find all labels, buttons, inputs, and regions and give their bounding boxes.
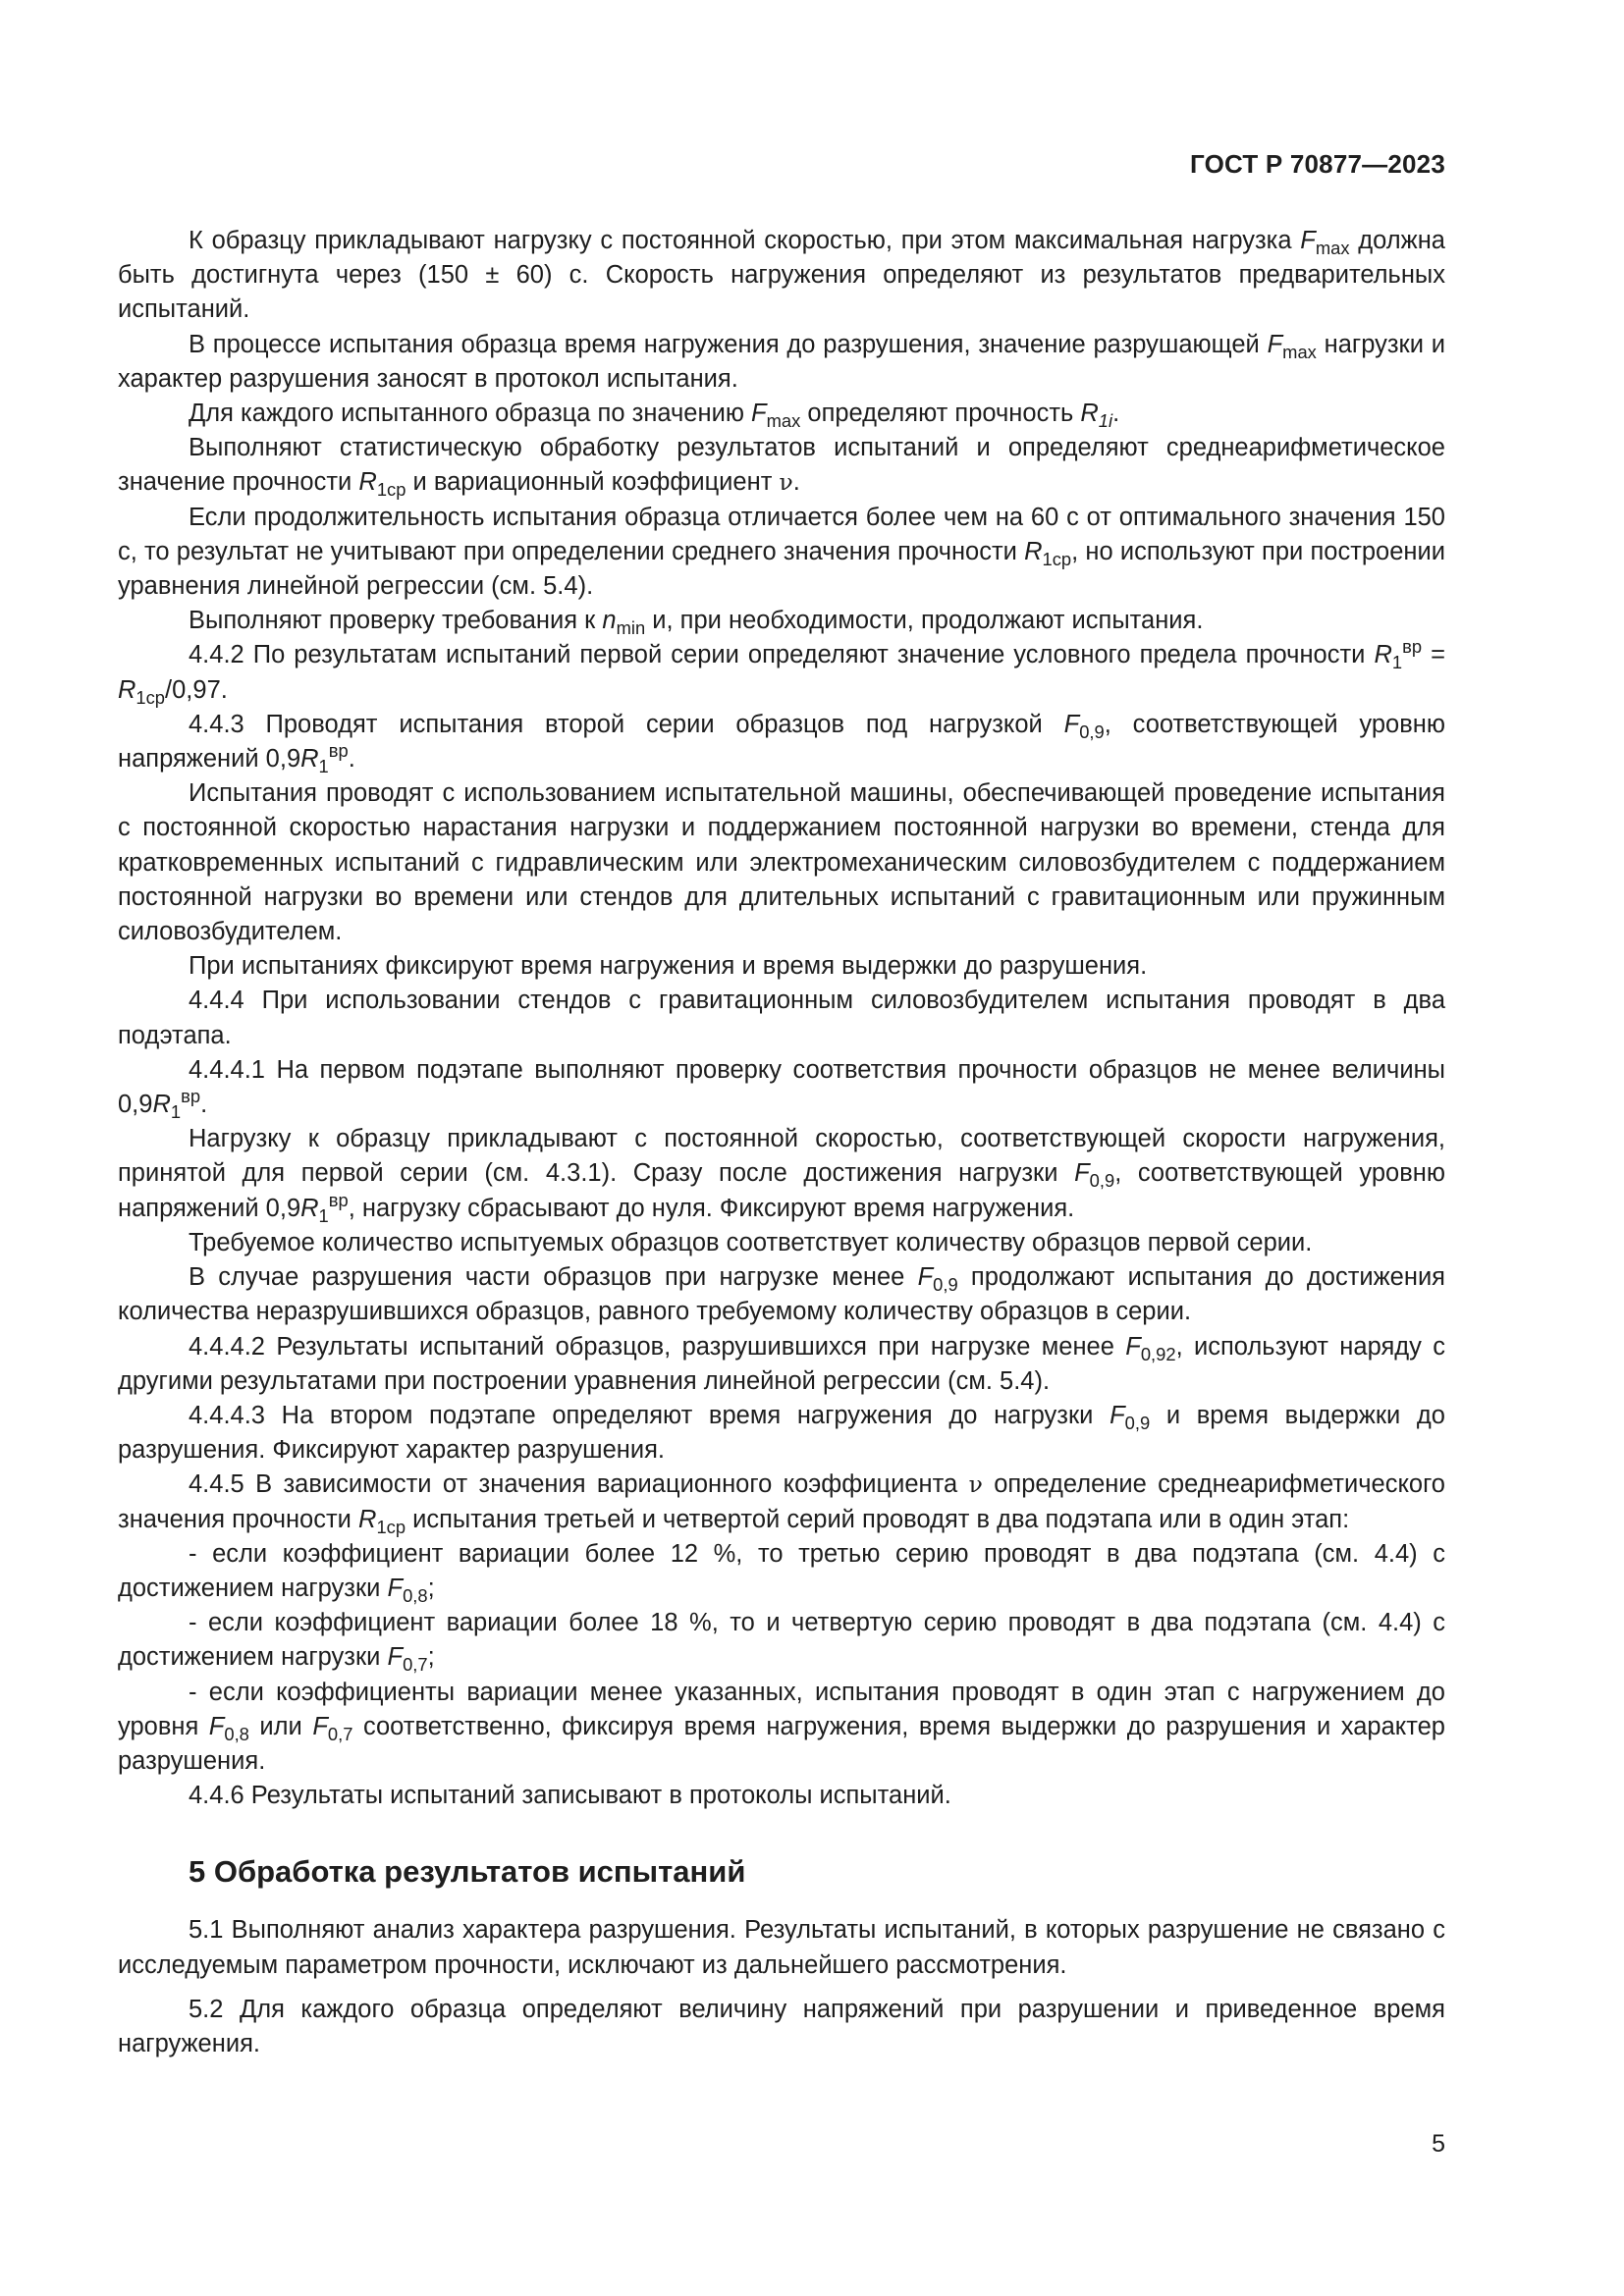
list-item: - если коэффициент вариации более 12 %, то третью серию проводят в два подэтапа (см. 4.4) с достижением нагрузки $F_{0,8}$;: [118, 1539, 1445, 1606]
paragraph: Требуемое количество испытуемых образцов соответствует количеству образцов первой серии.: [189, 1228, 1313, 1256]
clause-4-4-4-3: 4.4.4.3 На втором подэтапе определяют время нагружения до нагрузки $F_{0,9}$ и время выдержки до разрушения. Фиксируют характер разрушения.: [118, 1401, 1445, 1465]
clause-4-4-4: 4.4.4 При использовании стендов с гравитационным силовозбудителем испытания проводят в два подэтапа.: [118, 987, 1445, 1049]
clause-4-4-3: 4.4.3 Проводят испытания второй серии образцов под нагрузкой $F_{0,9}$, соответствующей уровню напряжений $0,9R_1^{вр}$.: [118, 710, 1445, 776]
paragraph: Если продолжительность испытания образца отличается более чем на 60 с от оптимального значения 150 с, то результат не учитывают при определении среднего значения прочности $R_{1ср}$, но используют при построении уравнения линейной регрессии (см. 5.4).: [118, 503, 1445, 601]
paragraph: Выполняют статистическую обработку результатов испытаний и определяют среднеарифметическое значение прочности $R_{1ср}$ и вариационный коэффициент ν.: [118, 434, 1445, 501]
paragraph: К образцу прикладывают нагрузку с постоянной скоростью, при этом максимальная нагрузка $F_{max}$ должна быть достигнута через (150 ± 60) с. Скорость нагружения определяют из результатов предварительных испытаний.: [118, 227, 1445, 324]
clause-4-4-4-2: 4.4.4.2 Результаты испытаний образцов, разрушившихся при нагрузке менее $F_{0,92}$, используют наряду с другими результатами при построении уравнения линейной регрессии (см. 5.4).: [118, 1332, 1445, 1395]
clause-4-4-2: 4.4.2 По результатам испытаний первой серии определяют значение условного предела прочности $R_1^{вр} = R_{1ср}/0,97$.: [118, 636, 1445, 708]
paragraph: В процессе испытания образца время нагружения до разрушения, значение разрушающей $F_{max}$ нагрузки и характер разрушения заносят в протокол испытания.: [118, 330, 1445, 393]
paragraph: Испытания проводят с использованием испытательной машины, обеспечивающей проведение испытания с постоянной скоростью нарастания нагрузки и поддержанием постоянной нагрузки во времени, стенда для кратковременных испытаний с гидравлическим или электромеханическим силовозбудителем с поддержанием постоянной нагрузки во времени или стендов для длительных испытаний с гравитационным или пружинным силовозбудителем.: [118, 779, 1445, 946]
clause-5-2: 5.2 Для каждого образца определяют величину напряжений при разрушении и приведенное время нагружения.: [118, 1995, 1445, 2057]
paragraph: При испытаниях фиксируют время нагружения и время выдержки до разрушения.: [189, 952, 1148, 981]
list-item: - если коэффициенты вариации менее указанных, испытания проводят в один этап с нагружением до уровня $F_{0,8}$ или $F_{0,7}$ соответственно, фиксируя время нагружения, время выдержки до разрушения и характер разрушения.: [118, 1678, 1445, 1775]
clause-4-4-6: 4.4.6 Результаты испытаний записывают в протоколы испытаний.: [189, 1782, 951, 1810]
document-code: ГОСТ Р 70877—2023: [1190, 149, 1445, 179]
paragraph: Выполняют проверку требования к $n_{min}$ и, при необходимости, продолжают испытания.: [189, 607, 1204, 639]
clause-5-1: 5.1 Выполняют анализ характера разрушения. Результаты испытаний, в которых разрушение не связано с исследуемым параметром прочности, исключают из дальнейшего рассмотрения.: [118, 1916, 1445, 1979]
clause-4-4-4-1: 4.4.4.1 На первом подэтапе выполняют проверку соответствия прочности образцов не менее величины $0,9R_1^{вр}$.: [118, 1055, 1445, 1122]
section-heading: 5 Обработка результатов испытаний: [189, 1854, 746, 1890]
paragraph: В случае разрушения части образцов при нагрузке менее $F_{0,9}$ продолжают испытания до достижения количества неразрушившихся образцов, равного требуемому количеству образцов в серии.: [118, 1263, 1445, 1326]
list-item: - если коэффициент вариации более 18 %, то и четвертую серию проводят в два подэтапа (см. 4.4) с достижением нагрузки $F_{0,7}$;: [118, 1609, 1445, 1676]
page-content: [118, 224, 1445, 2061]
paragraph: Нагрузку к образцу прикладывают с постоянной скоростью, соответствующей скорости нагружения, принятой для первой серии (см. 4.3.1). Сразу после достижения нагрузки $F_{0,9}$, соответствующей уровню напряжений $0,9R_1^{вр}$, нагрузку сбрасывают до нуля. Фиксируют время нагружения.: [118, 1125, 1445, 1226]
clause-4-4-5: 4.4.5 В зависимости от значения вариационного коэффициента ν определение среднеарифметического значения прочности $R_{1ср}$ испытания третьей и четвертой серий проводят в два подэтапа или в один этап:: [118, 1470, 1445, 1537]
paragraph: Для каждого испытанного образца по значению $F_{max}$ определяют прочность $R_{1i}$.: [189, 400, 1120, 431]
page-number: 5: [1432, 2130, 1445, 2158]
